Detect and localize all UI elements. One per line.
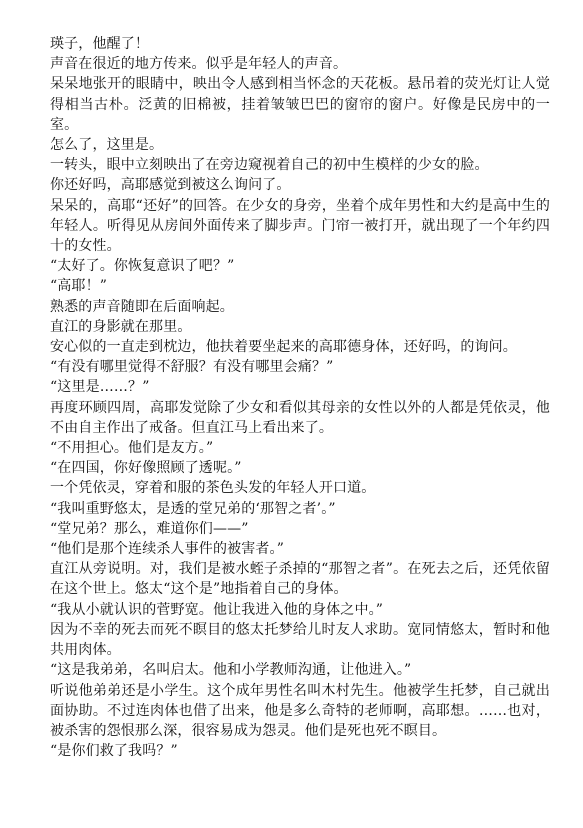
paragraph-2: 声音在很近的地方传来。似乎是年轻人的声音。 xyxy=(50,56,348,73)
paragraph-10: 熟悉的声音随即在后面响起。 xyxy=(50,298,234,315)
paragraph-5: 一转头，眼中立刻映出了在旁边窥视着自己的初中生模样的少女的脸。 xyxy=(50,157,489,174)
paragraph-15: 再度环顾四周，高耶发觉除了少女和看似其母亲的女性以外的人都是凭依灵，他不由自主作出了戒备。但直江马上看出来了。 xyxy=(50,399,550,436)
paragraph-8: “太好了。你恢复意识了吧？” xyxy=(50,258,235,275)
paragraph-4: 怎么了，这里是。 xyxy=(50,137,164,154)
paragraph-7: 呆呆的，高耶“还好”的回答。在少女的身旁，坐着个成年男性和大约是高中生的年轻人。听得见从房间外面传来了脚步声。门帘一被打开，就出现了一个年约四十的女性。 xyxy=(50,197,550,255)
paragraph-26: 听说他弟弟还是小学生。这个成年男性名叫木村先生。他被学生托梦，自己就出面协助。不过连肉体也借了出来，他是多么奇特的老师啊，高耶想。……也对，被杀害的怨恨那么深，很容易成为怨灵。他们是死也死不瞑目。 xyxy=(50,682,550,739)
paragraph-20: “堂兄弟？那么，难道你们——” xyxy=(50,520,249,537)
paragraph-17: “在四国，你好像照顾了透呢。” xyxy=(50,460,242,477)
paragraph-1: 瑛子，他醒了！ xyxy=(50,36,150,52)
paragraph-19: “我叫重野悠太，是透的堂兄弟的‘那智之者’。” xyxy=(50,500,336,517)
paragraph-14: “这里是……？” xyxy=(50,379,150,396)
paragraph-24: 因为不幸的死去而死不瞑目的悠太托梦给儿时友人求助。宽同情悠太，暂时和他共用肉体。 xyxy=(50,621,550,659)
paragraph-13: “有没有哪里觉得不舒服？有没有哪里会痛？” xyxy=(50,359,334,376)
paragraph-27: “是你们救了我吗？” xyxy=(50,743,178,760)
paragraph-3: 呆呆地张开的眼睛中，映出令人感到相当怀念的天花板。悬吊着的荧光灯让人觉得相当古朴。泛黄的旧棉被，挂着皱皱巴巴的窗帘的窗户。好像是民房中的一室。 xyxy=(50,76,550,133)
paragraph-21: “他们是那个连续杀人事件的被害者。” xyxy=(50,541,285,558)
paragraph-11: 直江的身影就在那里。 xyxy=(50,318,192,335)
paragraph-16: “不用担心。他们是友方。” xyxy=(50,440,214,457)
paragraph-22: 直江从旁说明。对，我们是被水蛭子杀掉的“那智之者”。在死去之后，还凭依留在这个世上。悠太“这个是”地指着自己的身体。 xyxy=(50,561,550,598)
paragraph-23: “我从小就认识的菅野宽。他让我进入他的身体之中。” xyxy=(50,601,384,618)
paragraph-12: 安心似的一直走到枕边，他扶着要坐起来的高耶德身体，还好吗，的询问。 xyxy=(50,339,517,356)
document-page xyxy=(50,34,550,761)
paragraph-25: “这是我弟弟，名叫启太。他和小学教师沟通，让他进入。” xyxy=(50,662,412,679)
paragraph-9: “高耶！” xyxy=(50,278,108,295)
paragraph-6: 你还好吗，高耶感觉到被这么询问了。 xyxy=(50,177,291,194)
paragraph-18: 一个凭依灵，穿着和服的茶色头发的年轻人开口道。 xyxy=(50,480,376,497)
